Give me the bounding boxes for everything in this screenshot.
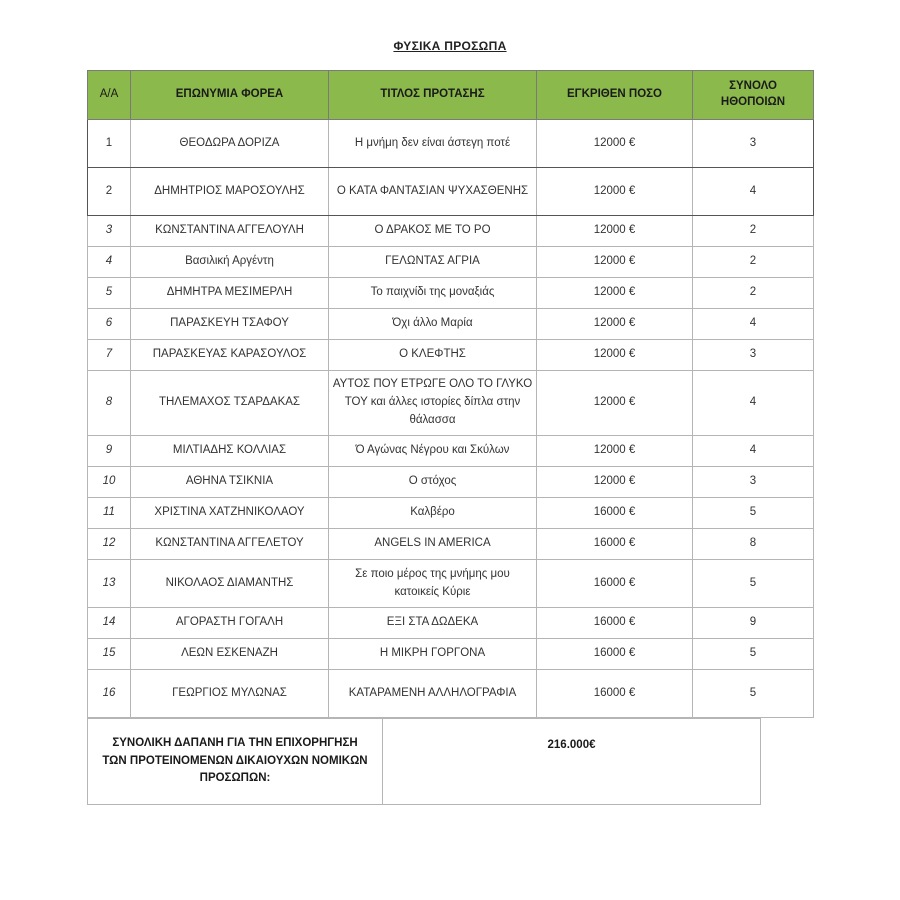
row-amount: 16000 € bbox=[537, 670, 693, 718]
row-proposal: Η ΜΙΚΡΗ ΓΟΡΓΟΝΑ bbox=[329, 639, 537, 670]
row-aa: 2 bbox=[88, 168, 131, 216]
row-actors: 8 bbox=[693, 529, 814, 560]
table-row bbox=[88, 247, 814, 278]
row-proposal: Όχι άλλο Μαρία bbox=[329, 309, 537, 340]
row-amount: 12000 € bbox=[537, 371, 693, 436]
table-row bbox=[88, 371, 814, 436]
row-actors: 5 bbox=[693, 670, 814, 718]
row-actors: 3 bbox=[693, 340, 814, 371]
header-entity: ΕΠΩΝΥΜΙΑ ΦΟΡΕΑ bbox=[131, 71, 329, 120]
row-amount: 12000 € bbox=[537, 278, 693, 309]
row-aa: 15 bbox=[88, 639, 131, 670]
row-entity: ΔΗΜΗΤΡΙΟΣ ΜΑΡΟΣΟΥΛΗΣ bbox=[131, 168, 329, 216]
row-entity: ΧΡΙΣΤΙΝΑ ΧΑΤΖΗΝΙΚΟΛΑΟΥ bbox=[131, 498, 329, 529]
row-amount: 16000 € bbox=[537, 608, 693, 639]
row-entity: ΔΗΜΗΤΡΑ ΜΕΣΙΜΕΡΛΗ bbox=[131, 278, 329, 309]
row-proposal: ANGELS IN AMERICA bbox=[329, 529, 537, 560]
row-amount: 16000 € bbox=[537, 498, 693, 529]
row-actors: 4 bbox=[693, 168, 814, 216]
row-entity: ΤΗΛΕΜΑΧΟΣ ΤΣΑΡΔΑΚΑΣ bbox=[131, 371, 329, 436]
row-entity: ΚΩΝΣΤΑΝΤΙΝΑ ΑΓΓΕΛΕΤΟΥ bbox=[131, 529, 329, 560]
row-aa: 14 bbox=[88, 608, 131, 639]
row-entity: ΠΑΡΑΣΚΕΥΗ ΤΣΑΦΟΥ bbox=[131, 309, 329, 340]
row-aa: 10 bbox=[88, 467, 131, 498]
row-proposal: Το παιχνίδι της μοναξιάς bbox=[329, 278, 537, 309]
table-row bbox=[88, 216, 814, 247]
table-row bbox=[88, 639, 814, 670]
table-row bbox=[88, 467, 814, 498]
row-aa: 9 bbox=[88, 436, 131, 467]
row-aa: 12 bbox=[88, 529, 131, 560]
row-proposal: ΚΑΤΑΡΑΜΕΝΗ ΑΛΛΗΛΟΓΡΑΦΙΑ bbox=[329, 670, 537, 718]
row-amount: 12000 € bbox=[537, 247, 693, 278]
row-amount: 12000 € bbox=[537, 309, 693, 340]
page-title: ΦΥΣΙΚΑ ΠΡΟΣΩΠΑ bbox=[393, 39, 507, 53]
row-actors: 2 bbox=[693, 216, 814, 247]
row-actors: 9 bbox=[693, 608, 814, 639]
row-amount: 12000 € bbox=[537, 168, 693, 216]
row-actors: 3 bbox=[693, 120, 814, 168]
row-proposal: ΓΕΛΩΝΤΑΣ ΑΓΡΙΑ bbox=[329, 247, 537, 278]
row-aa: 16 bbox=[88, 670, 131, 718]
row-entity: ΓΕΩΡΓΙΟΣ ΜΥΛΩΝΑΣ bbox=[131, 670, 329, 718]
row-actors: 2 bbox=[693, 247, 814, 278]
row-actors: 5 bbox=[693, 498, 814, 529]
row-amount: 12000 € bbox=[537, 436, 693, 467]
header-row bbox=[88, 71, 814, 120]
grants-table bbox=[87, 70, 814, 718]
row-amount: 12000 € bbox=[537, 216, 693, 247]
row-aa: 1 bbox=[88, 120, 131, 168]
row-entity: ΛΕΩΝ ΕΣΚΕΝΑΖΗ bbox=[131, 639, 329, 670]
row-actors: 2 bbox=[693, 278, 814, 309]
row-proposal: Ό Αγώνας Νέγρου και Σκύλων bbox=[329, 436, 537, 467]
row-entity: ΑΓΟΡΑΣΤΗ ΓΟΓΑΛΗ bbox=[131, 608, 329, 639]
row-aa: 4 bbox=[88, 247, 131, 278]
row-proposal: Ο ΚΑΤΑ ΦΑΝΤΑΣΙΑΝ ΨΥΧΑΣΘΕΝΗΣ bbox=[329, 168, 537, 216]
row-proposal: ΑΥΤΟΣ ΠΟΥ ΕΤΡΩΓΕ ΟΛΟ ΤΟ ΓΛΥΚΟ ΤΟΥ και άλλες ιστορίες δίπλα στην θάλασσα bbox=[329, 371, 537, 436]
table-row bbox=[88, 436, 814, 467]
row-proposal: ΕΞΙ ΣΤΑ ΔΩΔΕΚΑ bbox=[329, 608, 537, 639]
table-row bbox=[88, 340, 814, 371]
row-entity: ΘΕΟΔΩΡΑ ΔΟΡΙΖΑ bbox=[131, 120, 329, 168]
table-row bbox=[88, 670, 814, 718]
row-actors: 4 bbox=[693, 309, 814, 340]
total-label: ΣΥΝΟΛΙΚΗ ΔΑΠΑΝΗ ΓΙΑ ΤΗΝ ΕΠΙΧΟΡΗΓΗΣΗ ΤΩΝ ΠΡΟΤΕΙΝΟΜΕΝΩΝ ΔΙΚΑΙΟΥΧΩΝ ΝΟΜΙΚΩΝ ΠΡΟΣΩΠΩΝ: bbox=[88, 719, 383, 805]
table-row bbox=[88, 120, 814, 168]
row-amount: 12000 € bbox=[537, 467, 693, 498]
row-proposal: Ο στόχος bbox=[329, 467, 537, 498]
total-row bbox=[88, 719, 761, 805]
row-amount: 16000 € bbox=[537, 639, 693, 670]
total-table bbox=[87, 718, 761, 805]
header-actors: ΣΥΝΟΛΟ ΗΘΟΠΟΙΩΝ bbox=[693, 71, 814, 120]
row-proposal: Καλβέρο bbox=[329, 498, 537, 529]
table-row bbox=[88, 498, 814, 529]
table-row bbox=[88, 309, 814, 340]
table-row bbox=[88, 168, 814, 216]
row-actors: 4 bbox=[693, 436, 814, 467]
row-amount: 16000 € bbox=[537, 560, 693, 608]
row-entity: Βασιλική Αργέντη bbox=[131, 247, 329, 278]
row-proposal: Η μνήμη δεν είναι άστεγη ποτέ bbox=[329, 120, 537, 168]
table-row bbox=[88, 608, 814, 639]
row-actors: 5 bbox=[693, 639, 814, 670]
table-row bbox=[88, 529, 814, 560]
row-proposal: Σε ποιο μέρος της μνήμης μου κατοικείς Κύριε bbox=[329, 560, 537, 608]
row-aa: 5 bbox=[88, 278, 131, 309]
row-amount: 12000 € bbox=[537, 340, 693, 371]
row-entity: ΚΩΝΣΤΑΝΤΙΝΑ ΑΓΓΕΛΟΥΛΗ bbox=[131, 216, 329, 247]
row-entity: ΑΘΗΝΑ ΤΣΙΚΝΙΑ bbox=[131, 467, 329, 498]
row-aa: 6 bbox=[88, 309, 131, 340]
row-aa: 11 bbox=[88, 498, 131, 529]
row-entity: ΝΙΚΟΛΑΟΣ ΔΙΑΜΑΝΤΗΣ bbox=[131, 560, 329, 608]
row-actors: 5 bbox=[693, 560, 814, 608]
row-proposal: Ο ΔΡΑΚΟΣ ΜΕ ΤΟ ΡΟ bbox=[329, 216, 537, 247]
header-proposal: ΤΙΤΛΟΣ ΠΡΟΤΑΣΗΣ bbox=[329, 71, 537, 120]
row-actors: 4 bbox=[693, 371, 814, 436]
row-aa: 8 bbox=[88, 371, 131, 436]
table-row bbox=[88, 278, 814, 309]
row-actors: 3 bbox=[693, 467, 814, 498]
table-row bbox=[88, 560, 814, 608]
row-amount: 12000 € bbox=[537, 120, 693, 168]
row-aa: 3 bbox=[88, 216, 131, 247]
total-value: 216.000€ bbox=[383, 719, 761, 805]
row-aa: 13 bbox=[88, 560, 131, 608]
row-proposal: Ο ΚΛΕΦΤΗΣ bbox=[329, 340, 537, 371]
row-entity: ΠΑΡΑΣΚΕΥΑΣ ΚΑΡΑΣΟΥΛΟΣ bbox=[131, 340, 329, 371]
header-aa: Α/Α bbox=[88, 71, 131, 120]
header-amount: ΕΓΚΡΙΘΕΝ ΠΟΣΟ bbox=[537, 71, 693, 120]
row-amount: 16000 € bbox=[537, 529, 693, 560]
row-entity: ΜΙΛΤΙΑΔΗΣ ΚΟΛΛΙΑΣ bbox=[131, 436, 329, 467]
row-aa: 7 bbox=[88, 340, 131, 371]
